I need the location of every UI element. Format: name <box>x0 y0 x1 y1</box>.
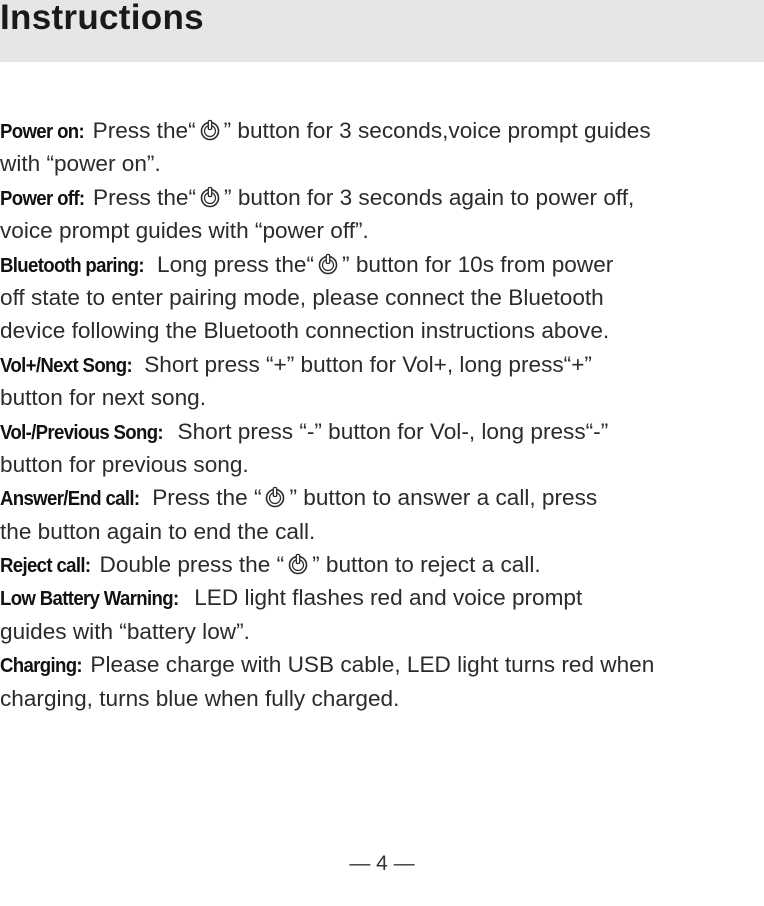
reject-call-text-a: Double press the “ <box>93 552 285 578</box>
power-on-text-a: Press the“ <box>86 118 196 143</box>
reject-call-line-1 <box>0 548 764 581</box>
bluetooth-pairing-line-2: off state to enter pairing mode, please connect the Bluetooth <box>0 284 604 310</box>
answer-call-text-a: Press the “ <box>145 485 262 511</box>
vol-up-line-1 <box>0 348 764 381</box>
low-battery-line-1 <box>0 581 764 614</box>
bluetooth-pairing-text-a: Long press the“ <box>150 251 315 277</box>
bluetooth-pairing-line-1 <box>0 248 764 281</box>
charging-line-1 <box>0 648 764 681</box>
power-button-icon <box>199 186 221 208</box>
charging-line-2: charging, turns blue when fully charged. <box>0 685 400 711</box>
power-off-line-2: voice prompt guides with “power off”. <box>0 218 369 244</box>
low-battery-term: Low Battery Warning: <box>0 588 179 611</box>
bluetooth-pairing-term: Bluetooth paring: <box>0 254 144 277</box>
charging-text: Please charge with USB cable, LED light turns red when <box>84 652 655 678</box>
vol-up-term: Vol+/Next Song: <box>0 354 133 377</box>
power-on-term: Power on: <box>0 121 85 143</box>
instructions-body <box>0 114 764 715</box>
power-button-icon <box>199 119 221 141</box>
page-title: Instructions <box>0 0 204 37</box>
power-button-icon <box>317 253 339 275</box>
reject-call-text-b: ” button to reject a call. <box>312 552 541 578</box>
page-number: — 4 — <box>349 852 415 875</box>
answer-call-line-1 <box>0 481 764 514</box>
vol-down-line-1 <box>0 415 764 448</box>
header-band <box>0 0 764 62</box>
vol-up-text: Short press “+” button for Vol+, long press“+” <box>137 351 592 377</box>
answer-call-text-b: ” button to answer a call, press <box>289 485 598 511</box>
vol-down-term: Vol-/Previous Song: <box>0 421 163 444</box>
vol-up-line-2: button for next song. <box>0 385 206 411</box>
power-on-line-2: with “power on”. <box>0 151 161 177</box>
bluetooth-pairing-line-3: device following the Bluetooth connection instructions above. <box>0 318 610 344</box>
vol-down-text: Short press “-” button for Vol-, long press“-” <box>171 418 609 444</box>
charging-term: Charging: <box>0 655 82 678</box>
power-on-text-b: ” button for 3 seconds,voice prompt guides <box>223 118 651 143</box>
answer-call-term: Answer/End call: <box>0 488 140 511</box>
power-off-line-1 <box>0 181 764 214</box>
bluetooth-pairing-text-b: ” button for 10s from power <box>342 251 614 277</box>
reject-call-term: Reject call: <box>0 555 91 578</box>
power-off-text-b: ” button for 3 seconds again to power off, <box>224 184 635 210</box>
power-on-line-1 <box>0 114 764 147</box>
power-off-text-a: Press the“ <box>86 184 197 210</box>
answer-call-line-2: the button again to end the call. <box>0 518 316 544</box>
power-off-term: Power off: <box>0 187 85 210</box>
vol-down-line-2: button for previous song. <box>0 451 249 477</box>
low-battery-text: LED light flashes red and voice prompt <box>187 585 583 611</box>
power-button-icon <box>264 486 286 508</box>
low-battery-line-2: guides with “battery low”. <box>0 618 250 644</box>
power-button-icon <box>287 553 309 575</box>
